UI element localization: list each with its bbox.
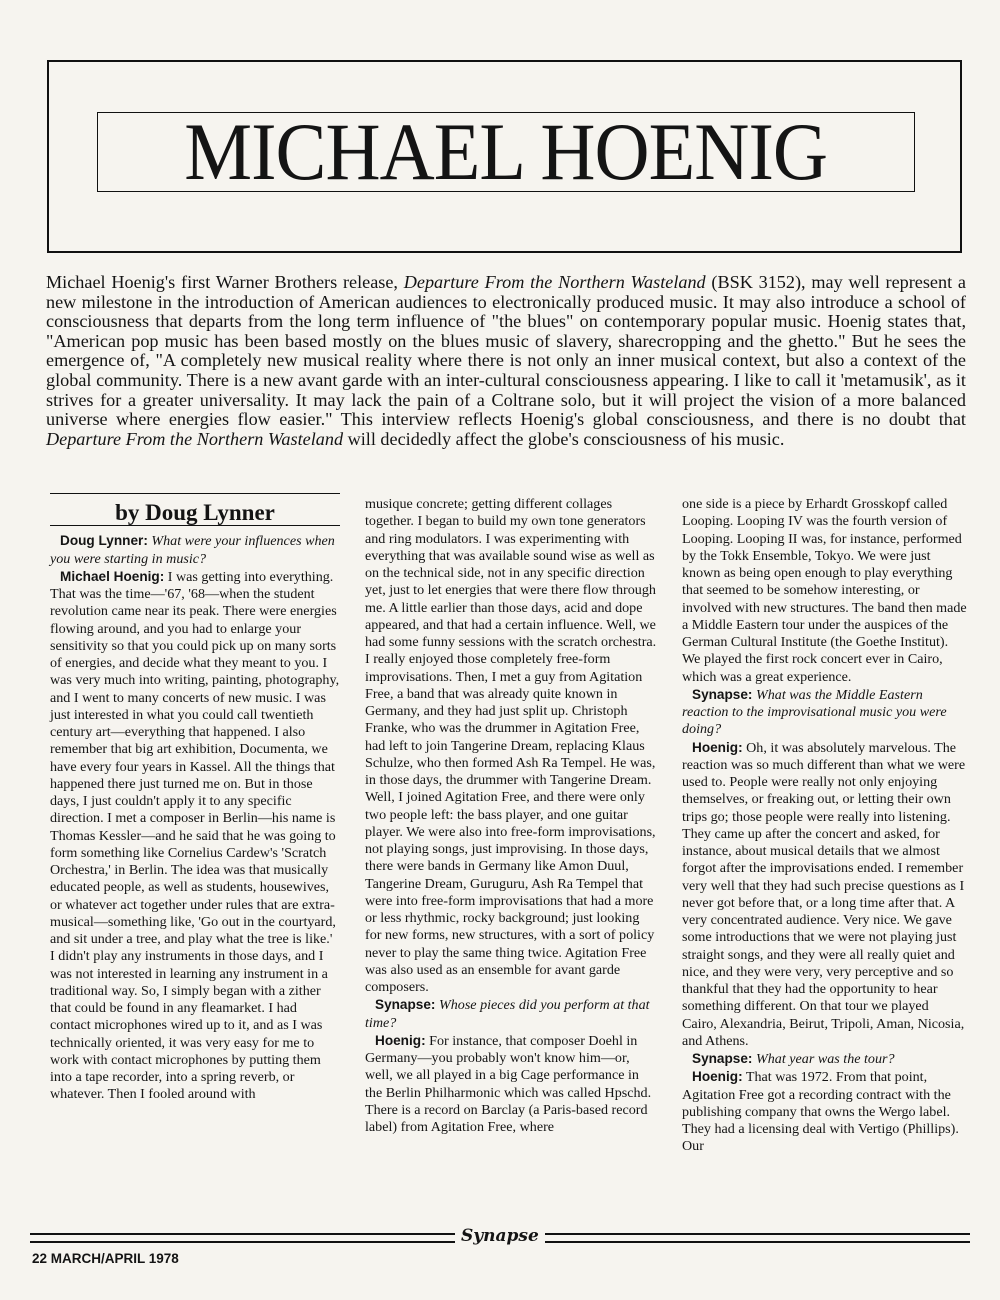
answer-text: I was getting into everything. That was the time—'67, '68—when the student revolution came near its peak. There were energies flowing around, and you had to enlarge your sensitivity so that you could pick up on many sorts of energies, and decide what they meant to you. I was very much into writing, painting, photography, and I went to many concerts of new music. I was just interested in what you could call twentieth century art—everything that happened. I also remember that big art exhibition, Documenta, we have every four years in Kassel. All the things that happened there just turned me on. But in those days, I just couldn't apply it to any specific direction. I met a composer in Berlin—his name is Thomas Kessler—and he said that he was going to form something like Cornelius Cardew's 'Scratch Orchestra,' in Berlin. The idea was that musically educated people, as well as students, housewives, or whatever act together under rules that are extra-musical—something like, 'Go out in the courtyard, and sit under a tree, and play what the tree is like.' I didn't play any instruments in those days, and I was not interested in learning any instrument in a traditional way. So, I simply began with a zither that could be found in any fleamarket. I had contact microphones wired up to it, and as I was technically oriented, it was very easy for me to work with contact microphones by putting them into a tape recorder, into a spring reverb, or whatever. Then I fooled around with <box>50 568 340 1103</box>
answer-text: For instance, that composer Doehl in Germany—you probably won't know him—or, well, we all played in a big Cage performance in the Berlin Philharmonic which was called Hpschd. There is a record on Barclay (a Paris-based record label) from Agitation Free, where <box>365 1032 652 1135</box>
column-1 <box>50 493 340 1104</box>
interview-paragraph <box>682 496 967 686</box>
interview-paragraph <box>682 739 967 1051</box>
answer-text: one side is a piece by Erhardt Grosskopf called Looping. Looping IV was the fourth version of Looping. Looping II was, for instance, performed by the Tokk Ensemble, Tokyo. We were just known as being open enough to play everything that seemed to be somehow interesting, or involved with new structures. The band then made a Middle Eastern tour under the auspices of the German Cultural Institute (the Goethe Institut). We played the first rock concert ever in Cairo, which was a great experience. <box>682 496 967 685</box>
byline-rule-bottom <box>50 525 340 526</box>
speaker-label: Synapse: <box>692 686 753 702</box>
interview-paragraph <box>50 532 340 568</box>
byline: by Doug Lynner <box>115 500 275 525</box>
speaker-label: Synapse: <box>375 997 436 1013</box>
intro-paragraph <box>46 273 966 449</box>
column-3-body <box>682 496 967 1156</box>
speaker-label: Synapse: <box>692 1051 753 1066</box>
interview-paragraph <box>50 568 340 1104</box>
column-2 <box>365 496 657 1136</box>
intro-text-3: will decidedly affect the globe's consciousness of his music. <box>343 428 785 449</box>
column-3 <box>682 496 967 1156</box>
interview-paragraph <box>682 1068 967 1155</box>
column-1-body <box>50 532 340 1103</box>
speaker-label: Hoenig: <box>692 1069 743 1085</box>
page-title: MICHAEL HOENIG <box>184 112 828 192</box>
issue-date: 22 MARCH/APRIL 1978 <box>32 1251 179 1266</box>
interview-paragraph <box>682 1050 967 1068</box>
question-text: Whose pieces did you perform at that time? <box>365 997 650 1031</box>
speaker-label: Hoenig: <box>375 1032 426 1048</box>
synapse-logo: Synapse <box>455 1226 545 1246</box>
speaker-label: Doug Lynner: <box>60 533 148 549</box>
answer-text: Oh, it was absolutely marvelous. The reaction was so much different than what we were used to. People were really not only enjoying themselves, or freaking out, or letting their own trips go; those people were really into listening. They came up after the concert and asked, for instance, about musical details that we almost forgot after the improvisations ended. I remember very well that they had such precise questions as I never got before that, or a long time after that. A very concentrated audience. Very nice. We gave some introductions that we were not playing just straight songs, and they were all really quiet and nice, and they were very, very perceptive and so thankful that they had the opportunity to hear something different. On that tour we played Cairo, Alexandria, Beirut, Tripoli, Aman, Nicosia, and Athens. <box>682 739 966 1049</box>
column-2-body <box>365 496 657 1136</box>
album-title-2: Departure From the Northern Wasteland <box>46 428 344 449</box>
byline-rule-top <box>50 493 340 494</box>
interview-paragraph <box>365 1032 657 1137</box>
question-text: What was the Middle Eastern reaction to the improvisational music you were doing? <box>682 686 947 738</box>
interview-paragraph <box>365 496 657 996</box>
interview-paragraph <box>365 996 657 1032</box>
speaker-label: Hoenig: <box>692 739 743 755</box>
question-text: What were your influences when you were starting in music? <box>50 533 335 567</box>
answer-text: musique concrete; getting different collages together. I began to build my own tone generators and ring modulators. I was experimenting with everything that was available sound wise as well as on the technical side, not in any specific direction yet, just to let energies that were there flow through me. A little earlier than those days, acid and dope appeared, and that had a certain influence. Well, we had some funny sessions with the scratch orchestra. I really enjoyed those completely free-form improvisations. Then, I met a guy from Agitation Free, a band that was already quite known in Germany, and they had just split up. Christoph Franke, who was the drummer in Agitation Free, had left to join Tangerine Dream, replacing Klaus Schulze, who then formed Ash Ra Tempel. He was, in those days, the drummer with Tangerine Dream. Well, I joined Agitation Free, and there were only two people left: the bass player, and one guitar player. We were also into free-form improvisations, not playing songs, just improvising. In those days, there were bands in Germany like Amon Duul, Tangerine Dream, Guruguru, Ash Ra Tempel that were into free-form improvisations that had a more or less rhythmic, rocky background; just looking for new forms, new structures, with a sort of policy never to play the same thing twice. Agitation Free was also used as an ensemble for avant garde composers. <box>365 496 657 995</box>
intro-text-2: (BSK 3152), may well represent a new milestone in the introduction of American audiences to electronically produced music. It may also introduce a school of consciousness that departs from the long term influence of "the blues" on contemporary popular music. Hoenig states that, "American pop music has been based mostly on the blues music of slavery, sharecropping and the ghetto." But he sees the emergence of, "A completely new musical reality where there is not only an inner musical context, but also a context of the global community. There is a new avant garde with an inter-cultural consciousness appearing. I like to call it 'metamusik', as it strives for a greater universality. It may lack the pain of a Coltrane solo, but it will project the vision of a more balanced universe where energies flow easier." This interview reflects Hoenig's global consciousness, and there is no doubt that <box>46 272 966 430</box>
album-title: Departure From the Northern Wasteland <box>403 272 706 292</box>
speaker-label: Michael Hoenig: <box>60 568 165 584</box>
interview-paragraph <box>682 686 967 739</box>
intro-text-1: Michael Hoenig's first Warner Brothers release, <box>46 272 404 292</box>
question-text: What year was the tour? <box>755 1051 895 1067</box>
title-frame <box>47 60 962 253</box>
answer-text: That was 1972. From that point, Agitation Free got a recording contract with the publishing company that owns the Wergo label. They had a licensing deal with Vertigo (Phillips). Our <box>682 1069 959 1155</box>
title-inner-frame <box>97 112 915 192</box>
